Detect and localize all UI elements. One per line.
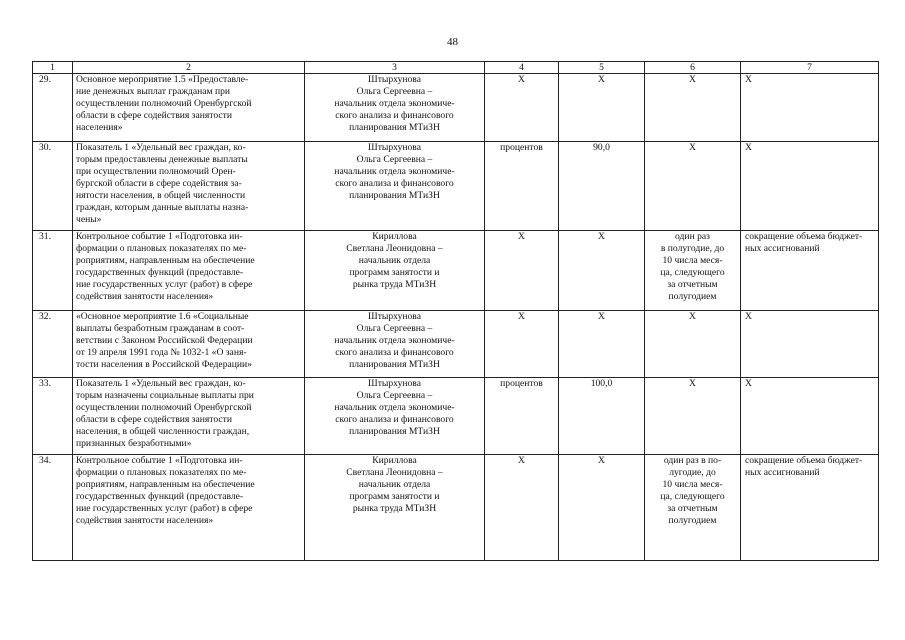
event-name-line: населения» (76, 122, 123, 134)
responsible-person-line: начальник отдела экономиче- (334, 335, 455, 347)
page-number: 48 (447, 36, 458, 48)
risk-note (741, 142, 879, 231)
responsible-person-line: рынка труда МТиЗН (352, 279, 437, 291)
reporting-period-line: Х (689, 142, 696, 153)
reporting-period (645, 231, 741, 311)
column-header: 7 (741, 62, 879, 74)
event-name-line: чены» (76, 214, 102, 226)
responsible-person-line: планирования МТиЗН (349, 359, 440, 371)
risk-note (741, 311, 879, 378)
row-number: 30. (33, 142, 73, 231)
responsible-person-line: ского анализа и финансового (335, 414, 454, 426)
unit-of-measure: Х (485, 311, 559, 378)
responsible-person-line: Штырхунова (368, 378, 421, 389)
unit-of-measure: процентов (485, 378, 559, 455)
column-header: 6 (645, 62, 741, 74)
responsible-person-line: Кириллова (372, 231, 417, 242)
target-value: 90,0 (559, 142, 645, 231)
event-name-line: граждан, которым данные выплаты назна- (76, 202, 249, 214)
event-name-line: ние денежных выплат гражданам при (76, 86, 231, 98)
responsible-person-line: планирования МТиЗН (349, 426, 440, 438)
responsible-person (305, 74, 485, 142)
table-row (33, 378, 879, 455)
table-row (33, 231, 879, 311)
reporting-period-line: полугодием (668, 515, 717, 527)
reporting-period (645, 142, 741, 231)
row-number: 32. (33, 311, 73, 378)
responsible-person-line: программ занятости и (349, 267, 440, 279)
reporting-period-line: Х (689, 74, 696, 85)
risk-note-line: ных ассигнований (745, 467, 820, 479)
reporting-period-line: Х (689, 311, 696, 322)
event-name-line: Показатель 1 «Удельный вес граждан, ко- (76, 378, 246, 389)
event-name (73, 378, 305, 455)
risk-note (741, 378, 879, 455)
event-name-line: содействия занятости населения» (76, 515, 214, 527)
reporting-period-line: один раз (675, 231, 710, 242)
reporting-period (645, 311, 741, 378)
risk-note-line: ных ассигнований (745, 243, 820, 255)
target-value: Х (559, 455, 645, 561)
event-name-line: государственных функций (предоставле- (76, 267, 244, 279)
event-name-line: торым назначены социальные выплаты при (76, 390, 254, 402)
event-name-line: государственных функций (предоставле- (76, 491, 244, 503)
risk-note-line: Х (745, 142, 752, 153)
responsible-person (305, 455, 485, 561)
reporting-period-line: лугодие, до (669, 467, 716, 479)
row-number: 29. (33, 74, 73, 142)
event-name-line: от 19 апреля 1991 года № 1032-1 «О заня- (76, 347, 247, 359)
event-name (73, 455, 305, 561)
row-number: 31. (33, 231, 73, 311)
responsible-person-line: Штырхунова (368, 311, 421, 322)
table-row (33, 74, 879, 142)
event-name-line: нятости населения, в общей численности (76, 190, 246, 202)
responsible-person-line: Штырхунова (368, 142, 421, 153)
responsible-person-line: ского анализа и финансового (335, 347, 454, 359)
row-number: 34. (33, 455, 73, 561)
event-name-line: Контрольное событие 1 «Подготовка ин- (76, 455, 243, 466)
unit-of-measure: Х (485, 231, 559, 311)
reporting-period-line: 10 числа меся- (662, 255, 723, 267)
event-name-line: области в сфере содействия занятости (76, 414, 232, 426)
table-row (33, 142, 879, 231)
responsible-person-line: рынка труда МТиЗН (352, 503, 437, 515)
column-header: 2 (73, 62, 305, 74)
risk-note (741, 231, 879, 311)
target-value: 100,0 (559, 378, 645, 455)
event-name-line: торым предоставлены денежные выплаты (76, 154, 248, 166)
plan-table (32, 61, 879, 561)
event-name-line: ветствии с Законом Российской Федерации (76, 335, 253, 347)
event-name-line: осуществлении полномочий Оренбургской (76, 402, 252, 414)
row-number: 33. (33, 378, 73, 455)
event-name-line: Показатель 1 «Удельный вес граждан, ко- (76, 142, 246, 153)
reporting-period-line: за отчетным (667, 279, 718, 291)
responsible-person-line: Штырхунова (368, 74, 421, 85)
event-name-line: содействия занятости населения» (76, 291, 214, 303)
event-name-line: населения, в общей численности граждан, (76, 426, 250, 438)
event-name-line: бургской области в сфере содействия за- (76, 178, 242, 190)
event-name-line: ние государственных услуг (работ) в сфере (76, 503, 253, 515)
event-name-line: формации о плановых показателях по ме- (76, 243, 247, 255)
responsible-person-line: планирования МТиЗН (349, 190, 440, 202)
risk-note-line: сокращение объема бюджет- (745, 455, 863, 466)
responsible-person-line: Ольга Сергеевна – (356, 323, 433, 335)
reporting-period-line: в полугодие, до (660, 243, 725, 255)
reporting-period-line: 10 числа меся- (662, 479, 723, 491)
risk-note (741, 455, 879, 561)
responsible-person (305, 142, 485, 231)
event-name-line: при осуществлении полномочий Орен- (76, 166, 236, 178)
responsible-person-line: Кириллова (372, 455, 417, 466)
responsible-person-line: программ занятости и (349, 491, 440, 503)
reporting-period-line: ца, следующего (660, 491, 725, 503)
target-value: Х (559, 311, 645, 378)
event-name-line: роприятиям, направленным на обеспечение (76, 479, 255, 491)
target-value: Х (559, 74, 645, 142)
responsible-person (305, 231, 485, 311)
event-name-line: «Основное мероприятие 1.6 «Социальные (76, 311, 249, 322)
responsible-person-line: начальник отдела (358, 255, 431, 267)
responsible-person-line: начальник отдела экономиче- (334, 166, 455, 178)
event-name-line: формации о плановых показателях по ме- (76, 467, 247, 479)
responsible-person-line: Светлана Леонидовна – (346, 467, 443, 479)
reporting-period (645, 378, 741, 455)
target-value: Х (559, 231, 645, 311)
responsible-person-line: Ольга Сергеевна – (356, 390, 433, 402)
responsible-person-line: Светлана Леонидовна – (346, 243, 443, 255)
event-name-line: осуществлении полномочий Оренбургской (76, 98, 252, 110)
event-name-line: Основное мероприятие 1.5 «Предоставле- (76, 74, 249, 85)
column-header: 1 (33, 62, 73, 74)
event-name (73, 311, 305, 378)
risk-note-line: сокращение объема бюджет- (745, 231, 863, 242)
responsible-person (305, 378, 485, 455)
event-name-line: выплаты безработным гражданам в соот- (76, 323, 245, 335)
responsible-person-line: ского анализа и финансового (335, 110, 454, 122)
column-header: 3 (305, 62, 485, 74)
event-name (73, 231, 305, 311)
reporting-period-line: один раз в по- (663, 455, 722, 466)
column-header: 5 (559, 62, 645, 74)
event-name-line: роприятиям, направленным на обеспечение (76, 255, 255, 267)
table-row (33, 455, 879, 561)
risk-note-line: Х (745, 74, 752, 85)
column-header: 4 (485, 62, 559, 74)
event-name-line: ние государственных услуг (работ) в сфере (76, 279, 253, 291)
risk-note-line: Х (745, 378, 752, 389)
reporting-period (645, 74, 741, 142)
responsible-person-line: начальник отдела экономиче- (334, 98, 455, 110)
reporting-period-line: за отчетным (667, 503, 718, 515)
reporting-period-line: Х (689, 378, 696, 389)
responsible-person-line: Ольга Сергеевна – (356, 154, 433, 166)
reporting-period (645, 455, 741, 561)
event-name (73, 142, 305, 231)
responsible-person-line: начальник отдела экономиче- (334, 402, 455, 414)
unit-of-measure: Х (485, 455, 559, 561)
event-name-line: признанных безработными» (76, 438, 192, 450)
risk-note (741, 74, 879, 142)
reporting-period-line: ца, следующего (660, 267, 725, 279)
table-row (33, 311, 879, 378)
event-name-line: области в сфере содействия занятости (76, 110, 232, 122)
responsible-person-line: Ольга Сергеевна – (356, 86, 433, 98)
event-name (73, 74, 305, 142)
responsible-person-line: начальник отдела (358, 479, 431, 491)
reporting-period-line: полугодием (668, 291, 717, 303)
responsible-person-line: планирования МТиЗН (349, 122, 440, 134)
unit-of-measure: Х (485, 74, 559, 142)
event-name-line: тости населения в Российской Федерации» (76, 359, 252, 371)
risk-note-line: Х (745, 311, 752, 322)
responsible-person-line: ского анализа и финансового (335, 178, 454, 190)
header-row (33, 62, 879, 74)
event-name-line: Контрольное событие 1 «Подготовка ин- (76, 231, 243, 242)
responsible-person (305, 311, 485, 378)
unit-of-measure: процентов (485, 142, 559, 231)
